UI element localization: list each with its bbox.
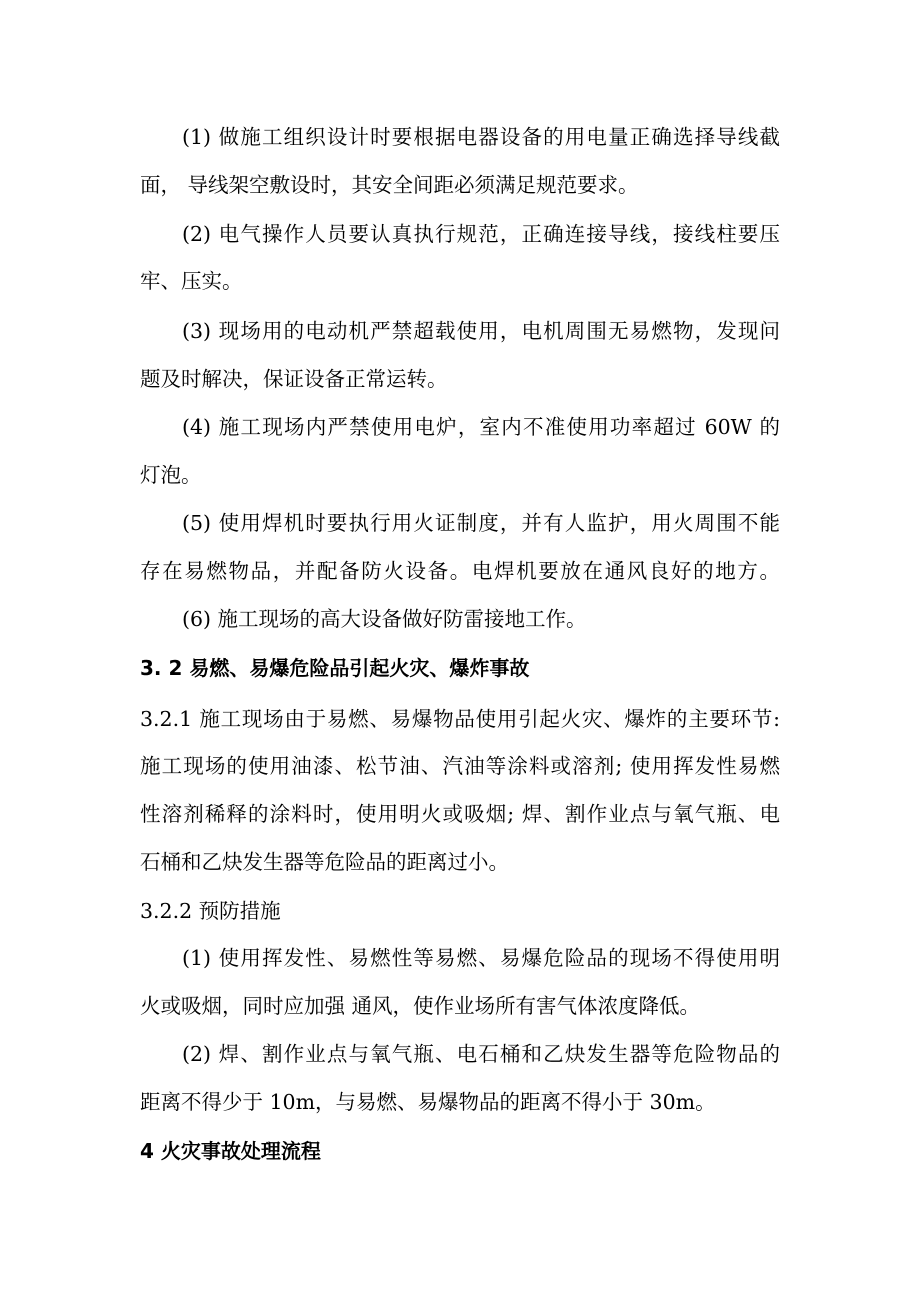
- measure-2-line-1: (2) 焊、割作业点与氧气瓶、电石桶和乙炔发生器等危险物品的: [182, 1042, 780, 1066]
- paragraph-5-line-2: 存在易燃物品，并配备防火设备。电焊机要放在通风良好的地方。: [140, 559, 780, 583]
- paragraph-4-line-1: (4) 施工现场内严禁使用电炉，室内不准使用功率超过 60W 的: [182, 415, 780, 439]
- section-heading-3-2: 3. 2 易燃、易爆危险品引起火灾、爆炸事故: [140, 656, 530, 680]
- measure-1-line-2: 火或吸烟，同时应加强 通风，使作业场所有害气体浓度降低。: [140, 994, 701, 1018]
- paragraph-4-line-2: 灯泡。: [140, 463, 202, 487]
- paragraph-1-line-1: (1) 做施工组织设计时要根据电器设备的用电量正确选择导线截: [182, 125, 780, 149]
- paragraph-3-2-1-line-4: 石桶和乙炔发生器等危险品的距离过小。: [140, 850, 509, 874]
- section-heading-4: 4 火灾事故处理流程: [140, 1139, 321, 1163]
- measure-1-line-1: (1) 使用挥发性、易燃性等易燃、易爆危险品的现场不得使用明: [182, 946, 780, 970]
- paragraph-1-line-2: 面， 导线架空敷设时，其安全间距必须满足规范要求。: [140, 173, 639, 197]
- paragraph-3-line-2: 题及时解决，保证设备正常运转。: [140, 367, 448, 391]
- paragraph-3-2-1-line-1: 3.2.1 施工现场由于易燃、易爆物品使用引起火灾、爆炸的主要环节:: [140, 707, 780, 731]
- paragraph-3-line-1: (3) 现场用的电动机严禁超载使用，电机周围无易燃物，发现问: [182, 319, 780, 343]
- paragraph-6-line-1: (6) 施工现场的高大设备做好防雷接地工作。: [182, 607, 587, 631]
- paragraph-5-line-1: (5) 使用焊机时要执行用火证制度，并有人监护，用火周围不能: [182, 511, 780, 535]
- paragraph-2-line-2: 牢、压实。: [140, 269, 243, 293]
- paragraph-3-2-1-line-3: 性溶剂稀释的涂料时，使用明火或吸烟; 焊、割作业点与氧气瓶、电: [140, 802, 780, 826]
- paragraph-2-line-1: (2) 电气操作人员要认真执行规范，正确连接导线，接线柱要压: [182, 222, 780, 246]
- subsection-heading-3-2-2: 3.2.2 预防措施: [140, 899, 281, 923]
- paragraph-3-2-1-line-2: 施工现场的使用油漆、松节油、汽油等涂料或溶剂; 使用挥发性易燃: [140, 754, 780, 778]
- measure-2-line-2: 距离不得少于 10m，与易燃、易爆物品的距离不得小于 30m。: [140, 1090, 716, 1114]
